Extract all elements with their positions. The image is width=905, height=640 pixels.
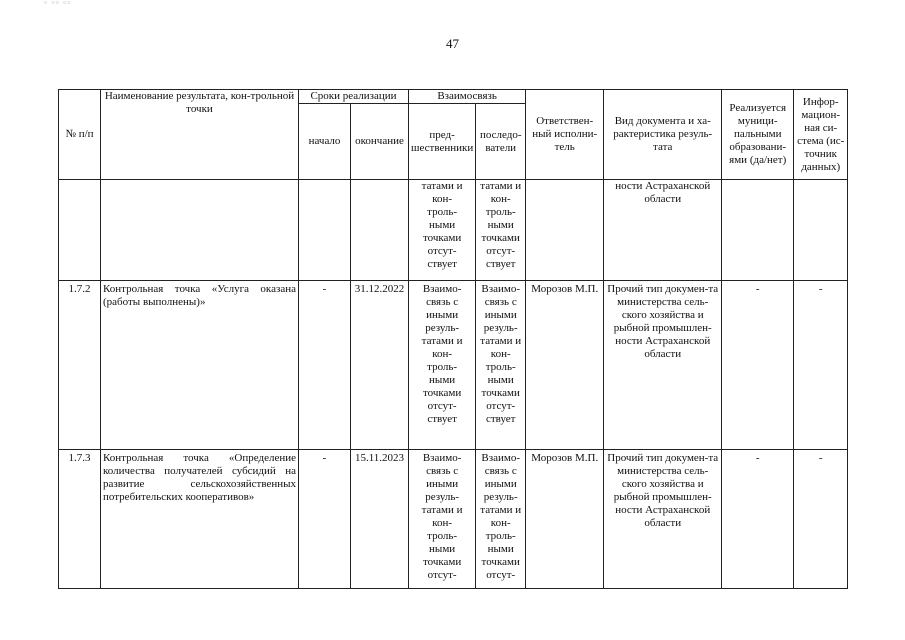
row-start [299, 180, 351, 281]
row-municipal [722, 180, 794, 281]
header-name: Наименование результата, кон-трольной точки [101, 90, 299, 180]
row-start: - [299, 281, 351, 450]
row-num [59, 180, 101, 281]
row-num: 1.7.3 [59, 450, 101, 589]
row-municipal: - [722, 281, 794, 450]
header-municipal: Реализуется муници-пальными образовани-ями (да/нет) [722, 90, 794, 180]
row-end [351, 180, 409, 281]
table-row [59, 180, 848, 281]
row-info-system: - [794, 281, 848, 450]
page-number: 47 [446, 36, 459, 51]
header-predecessors: пред-шественники [409, 104, 476, 180]
row-end: 31.12.2022 [351, 281, 409, 450]
row-name: Контрольная точка «Услуга оказана (работы выполнены)» [101, 281, 299, 450]
row-responsible: Морозов М.П. [526, 281, 604, 450]
row-successors: Взаимо- связь с иными резуль- татами и кон- троль- ными точками отсут- [476, 450, 526, 589]
row-end: 15.11.2023 [351, 450, 409, 589]
results-table [58, 89, 848, 589]
row-municipal: - [722, 450, 794, 589]
table-row [59, 450, 848, 589]
row-successors: Взаимо- связь с иными резуль- татами и кон- троль- ными точками отсут- ствует [476, 281, 526, 450]
row-name [101, 180, 299, 281]
row-predecessors: татами и кон- троль- ными точками отсут- ствует [409, 180, 476, 281]
header-timing: Сроки реализации [299, 90, 409, 104]
row-name: Контрольная точка «Определение количества получателей субсидий на развитие сельскохозяйственных потребительских кооперативов» [101, 450, 299, 589]
row-doc-type: Прочий тип докумен-та министерства сель-ского хозяйства и рыбной промышлен-ности Астраханской области [604, 450, 722, 589]
corner-mark: ▫ ▫▫ ▫▫ [44, 0, 72, 7]
header-successors: последо-ватели [476, 104, 526, 180]
header-relation: Взаимосвязь [409, 90, 526, 104]
header-doc-type: Вид документа и ха-рактеристика резуль-тата [604, 90, 722, 180]
row-start: - [299, 450, 351, 589]
header-start: начало [299, 104, 351, 180]
row-successors: татами и кон- троль- ными точками отсут- ствует [476, 180, 526, 281]
row-predecessors: Взаимо- связь с иными резуль- татами и кон- троль- ными точками отсут- ствует [409, 281, 476, 450]
row-info-system: - [794, 450, 848, 589]
row-doc-type: ности Астраханской области [604, 180, 722, 281]
header-info-system: Инфор-мацион-ная си-стема (ис-точник данных) [794, 90, 848, 180]
table-row [59, 281, 848, 450]
row-responsible [526, 180, 604, 281]
row-doc-type: Прочий тип докумен-та министерства сель-ского хозяйства и рыбной промышлен-ности Астраханской области [604, 281, 722, 450]
header-num: № п/п [59, 90, 101, 180]
header-end: окончание [351, 104, 409, 180]
row-predecessors: Взаимо- связь с иными резуль- татами и кон- троль- ными точками отсут- [409, 450, 476, 589]
header-responsible: Ответствен-ный исполни-тель [526, 90, 604, 180]
row-info-system [794, 180, 848, 281]
row-num: 1.7.2 [59, 281, 101, 450]
row-responsible: Морозов М.П. [526, 450, 604, 589]
